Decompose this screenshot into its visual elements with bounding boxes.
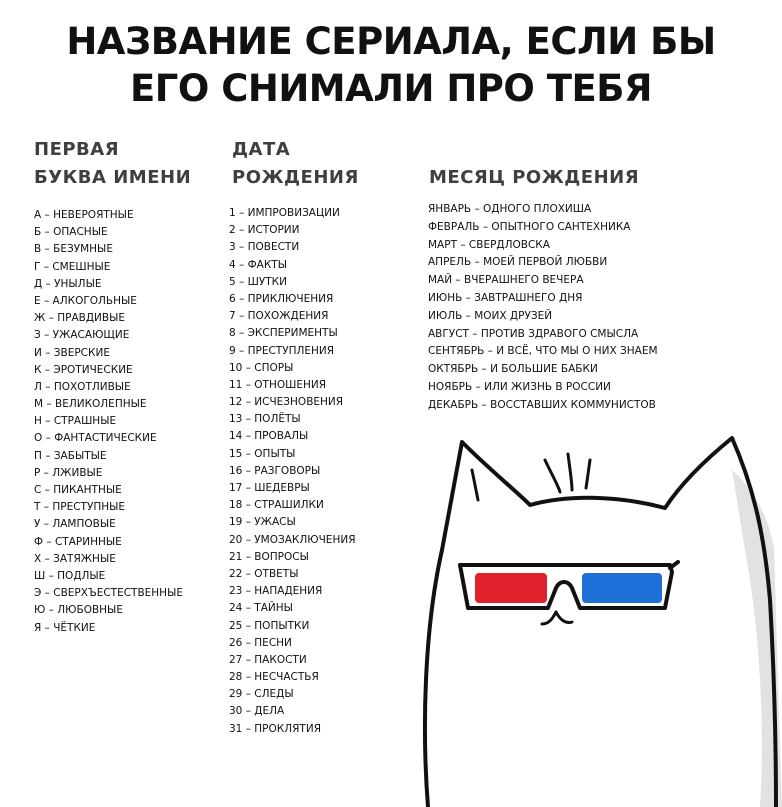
birth-date-item: 19 – УЖАСЫ (229, 516, 296, 529)
birth-date-item: 14 – ПРОВАЛЫ (229, 430, 309, 443)
first-letter-item: И – ЗВЕРСКИЕ (34, 346, 110, 359)
birth-date-item: 17 – ШЕДЕВРЫ (229, 482, 310, 494)
first-letter-item: Н – СТРАШНЫЕ (34, 415, 117, 428)
birth-date-list (229, 205, 356, 738)
heading-birth-date (232, 136, 359, 192)
first-letter-item: Х – ЗАТЯЖНЫЕ (34, 552, 116, 565)
birth-date-item: 28 – НЕСЧАСТЬЯ (229, 671, 319, 684)
birth-date-item: 23 – НАПАДЕНИЯ (229, 585, 323, 598)
birth-date-item: 9 – ПРЕСТУПЛЕНИЯ (229, 344, 335, 357)
forehead-mark-1 (545, 460, 560, 492)
first-letter-item: Ю – ЛЮБОВНЫЕ (34, 604, 123, 617)
birth-date-item: 26 – ПЕСНИ (229, 636, 292, 649)
birth-date-item: 21 – ВОПРОСЫ (229, 550, 309, 563)
birth-month-list (428, 201, 658, 415)
birth-month-item: ИЮЛЬ – МОИХ ДРУЗЕЙ (428, 309, 553, 322)
first-letter-item: Т – ПРЕСТУПНЫЕ (34, 501, 126, 514)
birth-date-item: 10 – СПОРЫ (229, 361, 294, 374)
birth-date-item: 18 – СТРАШИЛКИ (229, 499, 324, 512)
first-letter-item: Г – СМЕШНЫЕ (34, 260, 111, 273)
heading-birth-month (429, 164, 639, 192)
right-blue-lens (582, 573, 662, 603)
birth-date-item: 2 – ИСТОРИИ (229, 224, 300, 237)
birth-date-item: 25 – ПОПЫТКИ (229, 619, 310, 632)
forehead-mark-2 (568, 454, 572, 490)
birth-date-item: 7 – ПОХОЖДЕНИЯ (229, 310, 329, 323)
birth-date-item: 1 – ИМПРОВИЗАЦИИ (229, 207, 340, 219)
birth-date-item: 6 – ПРИКЛЮЧЕНИЯ (229, 292, 334, 305)
birth-date-item: 20 – УМОЗАКЛЮЧЕНИЯ (229, 533, 356, 546)
birth-date-item: 29 – СЛЕДЫ (229, 688, 294, 701)
left-ear-inner (472, 470, 478, 500)
first-letter-item: Ф – СТАРИННЫЕ (34, 535, 122, 548)
birth-month-item: АВГУСТ – ПРОТИВ ЗДРАВОГО СМЫСЛА (428, 327, 639, 340)
first-letter-item: Я – ЧЁТКИЕ (34, 621, 96, 634)
first-letter-item: З – УЖАСАЮЩИЕ (34, 329, 130, 342)
birth-month-item: НОЯБРЬ – ИЛИ ЖИЗНЬ В РОССИИ (428, 380, 611, 393)
birth-month-item: МАЙ – ВЧЕРАШНЕГО ВЕЧЕРА (428, 274, 584, 287)
birth-date-item: 8 – ЭКСПЕРИМЕНТЫ (229, 327, 338, 340)
first-letter-item: Б – ОПАСНЫЕ (34, 226, 108, 239)
birth-month-item: ИЮНЬ – ЗАВТРАШНЕГО ДНЯ (428, 291, 583, 304)
first-letter-item: М – ВЕЛИКОЛЕПНЫЕ (34, 398, 147, 411)
first-letter-item: Р – ЛЖИВЫЕ (34, 466, 103, 479)
first-letter-item: У – ЛАМПОВЫЕ (34, 518, 116, 531)
birth-date-item: 27 – ПАКОСТИ (229, 653, 307, 666)
title-line-2: ЕГО СНИМАЛИ ПРО ТЕБЯ (130, 67, 652, 110)
birth-date-item: 30 – ДЕЛА (229, 705, 285, 718)
first-letter-item: Э – СВЕРХЪЕСТЕСТВЕННЫЕ (34, 587, 183, 600)
birth-date-item: 3 – ПОВЕСТИ (229, 241, 300, 254)
birth-month-item: ДЕКАБРЬ – ВОССТАВШИХ КОММУНИСТОВ (428, 398, 656, 411)
poster-title (0, 18, 782, 112)
first-letter-item: Е – АЛКОГОЛЬНЫЕ (34, 294, 137, 307)
birth-date-item: 22 – ОТВЕТЫ (229, 567, 299, 580)
first-letter-item: К – ЭРОТИЧЕСКИЕ (34, 363, 133, 376)
birth-date-item: 24 – ТАЙНЫ (229, 602, 293, 615)
glasses-temple (670, 562, 678, 568)
birth-month-item: ЯНВАРЬ – ОДНОГО ПЛОХИША (428, 203, 592, 215)
birth-date-item: 15 – ОПЫТЫ (229, 447, 296, 460)
forehead-mark-3 (586, 460, 590, 488)
heading-first-letter-line2: БУКВА ИМЕНИ (34, 167, 192, 188)
heading-birth-date-line2: РОЖДЕНИЯ (232, 167, 359, 188)
first-letter-item: В – БЕЗУМНЫЕ (34, 243, 113, 256)
heading-first-letter (34, 136, 191, 192)
cat-mouth (542, 612, 572, 624)
heading-birth-month-line: МЕСЯЦ РОЖДЕНИЯ (429, 167, 640, 188)
birth-date-item: 11 – ОТНОШЕНИЯ (229, 378, 327, 391)
cat-with-3d-glasses-illustration (420, 430, 782, 807)
first-letter-item: О – ФАНТАСТИЧЕСКИЕ (34, 432, 157, 445)
birth-date-item: 4 – ФАКТЫ (229, 258, 287, 271)
birth-month-item: ОКТЯБРЬ – И БОЛЬШИЕ БАБКИ (428, 363, 598, 376)
birth-date-item: 5 – ШУТКИ (229, 275, 287, 288)
heading-birth-date-line1: ДАТА (232, 139, 291, 160)
first-letter-list (34, 207, 183, 637)
first-letter-item: Д – УНЫЛЫЕ (34, 277, 102, 290)
first-letter-item: Ш – ПОДЛЫЕ (34, 569, 106, 582)
birth-date-item: 31 – ПРОКЛЯТИЯ (229, 722, 321, 735)
birth-date-item: 13 – ПОЛЁТЫ (229, 413, 301, 426)
birth-month-item: СЕНТЯБРЬ – И ВСЁ, ЧТО МЫ О НИХ ЗНАЕМ (428, 345, 658, 358)
left-red-lens (475, 573, 547, 603)
birth-date-item: 16 – РАЗГОВОРЫ (229, 464, 321, 477)
birth-month-item: МАРТ – СВЕРДЛОВСКА (428, 238, 550, 251)
birth-month-item: ФЕВРАЛЬ – ОПЫТНОГО САНТЕХНИКА (428, 220, 631, 233)
first-letter-item: П – ЗАБЫТЫЕ (34, 449, 107, 462)
birth-month-item: АПРЕЛЬ – МОЕЙ ПЕРВОЙ ЛЮБВИ (428, 256, 608, 269)
first-letter-item: Ж – ПРАВДИВЫЕ (34, 312, 126, 325)
first-letter-item: А – НЕВЕРОЯТНЫЕ (34, 209, 134, 221)
birth-date-item: 12 – ИСЧЕЗНОВЕНИЯ (229, 396, 344, 409)
title-line-1: НАЗВАНИЕ СЕРИАЛА, ЕСЛИ БЫ (66, 20, 716, 63)
heading-first-letter-line1: ПЕРВАЯ (34, 139, 120, 160)
first-letter-item: С – ПИКАНТНЫЕ (34, 484, 122, 496)
first-letter-item: Л – ПОХОТЛИВЫЕ (34, 380, 131, 393)
